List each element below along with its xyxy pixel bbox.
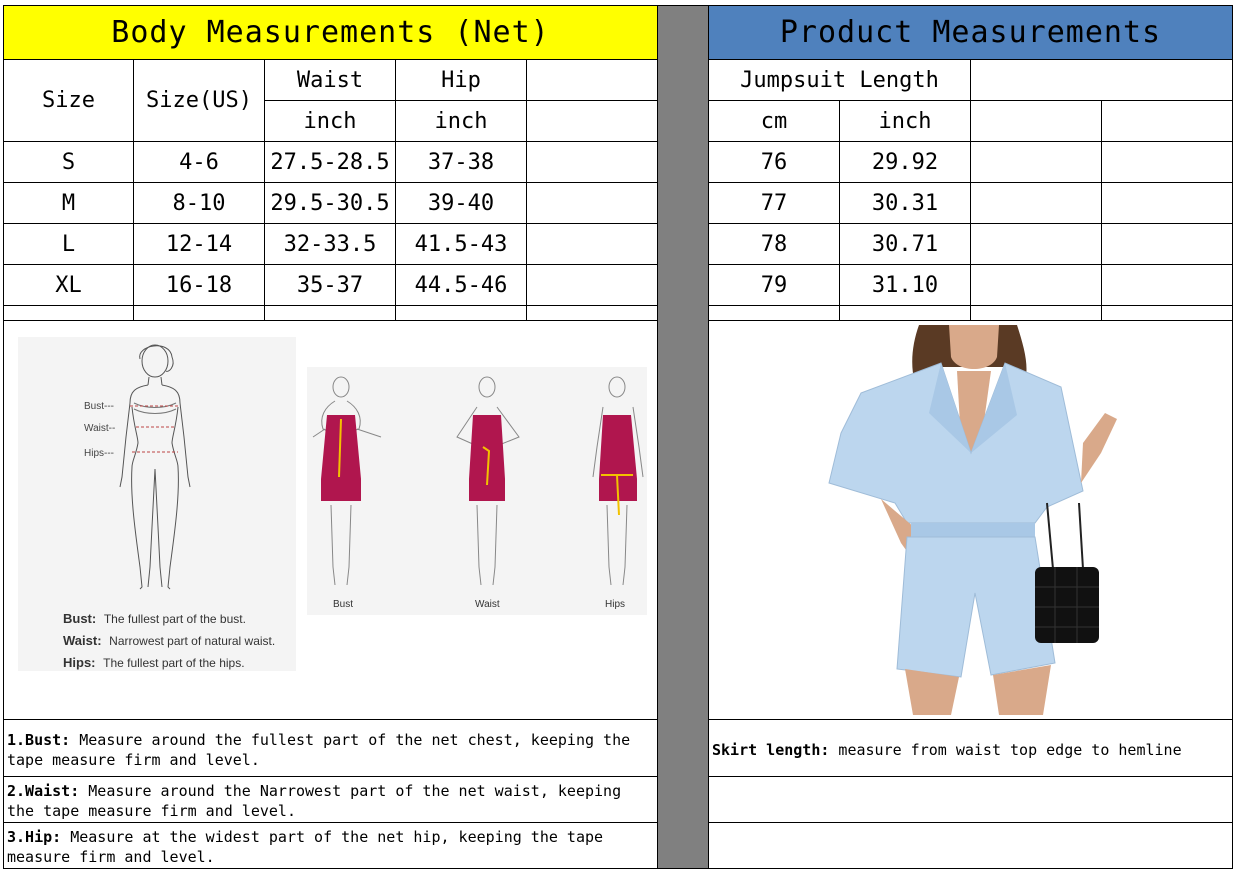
header-empty-2 — [526, 100, 658, 142]
cell-cm — [708, 182, 840, 224]
cell-hip-text: 44.5-46 — [414, 272, 508, 298]
cell-size-text: L — [61, 231, 76, 257]
hips-label: Hips--- — [84, 448, 114, 459]
waist-term: Waist: — [63, 633, 102, 648]
cell-empty — [526, 141, 658, 183]
spacer-cell — [3, 305, 134, 321]
dress-caption-bust: Bust — [333, 599, 354, 610]
cell-waist-text: 29.5-30.5 — [270, 190, 390, 216]
cell-hip — [395, 264, 527, 306]
cell-empty — [970, 182, 1102, 224]
cell-cm-text: 78 — [760, 231, 788, 257]
bust-def: The fullest part of the bust. — [103, 612, 246, 626]
header-size-us-label: Size(US) — [146, 88, 252, 113]
note-waist — [3, 776, 658, 823]
cell-size-us — [133, 223, 265, 265]
cell-size — [3, 141, 134, 183]
svg-text:Waist: Narrowest part of — [63, 633, 275, 648]
cell-empty — [970, 264, 1102, 306]
dress-caption-waist: Waist — [475, 599, 500, 610]
header-hip-label: Hip — [441, 67, 481, 93]
header-waist-unit — [264, 100, 396, 142]
cell-empty — [1101, 264, 1233, 306]
cell-size-text: XL — [55, 272, 82, 298]
cell-hip-text: 39-40 — [427, 190, 495, 216]
spacer-cell — [133, 305, 265, 321]
cell-size-us-text: 16-18 — [165, 272, 233, 298]
note-bust-text: Measure around the fullest part of the net chest, keeping the tape measure firm and level. — [7, 731, 631, 769]
cell-empty — [526, 264, 658, 306]
header-empty-1 — [526, 59, 658, 101]
cell-hip — [395, 223, 527, 265]
cell-empty — [526, 182, 658, 224]
note-hip — [3, 822, 658, 869]
header-hip-unit — [395, 100, 527, 142]
note-bust — [3, 719, 658, 777]
cell-inch — [839, 141, 971, 183]
cell-waist-text: 32-33.5 — [283, 231, 377, 257]
cell-inch-text: 29.92 — [871, 149, 939, 175]
body-outline-figure — [18, 337, 296, 671]
note-empty-2 — [708, 822, 1233, 869]
note-waist-term: 2.Waist: — [7, 782, 80, 800]
cell-empty — [970, 141, 1102, 183]
cell-size-us — [133, 182, 265, 224]
cell-cm-text: 76 — [760, 149, 788, 175]
spacer-cell — [526, 305, 658, 321]
waist-label: Waist-- — [84, 423, 116, 434]
product-photo — [821, 323, 1121, 715]
header-hip-unit-label: inch — [434, 108, 488, 134]
cell-empty — [526, 223, 658, 265]
header-waist — [264, 59, 396, 101]
spacer-cell — [264, 305, 396, 321]
header-waist-label: Waist — [296, 67, 364, 93]
cell-size — [3, 223, 134, 265]
header-hip — [395, 59, 527, 101]
cell-inch — [839, 182, 971, 224]
header-inch-label: inch — [878, 108, 932, 134]
cell-inch-text: 31.10 — [871, 272, 939, 298]
cell-size — [3, 264, 134, 306]
cell-size-text: S — [61, 149, 76, 175]
cell-empty — [1101, 141, 1233, 183]
cell-inch-text: 30.71 — [871, 231, 939, 257]
spacer-cell — [395, 305, 527, 321]
cell-hip — [395, 141, 527, 183]
bust-label: Bust--- — [84, 401, 114, 412]
product-photo-area — [708, 320, 1233, 720]
cell-waist — [264, 223, 396, 265]
cell-waist — [264, 264, 396, 306]
header-empty-p3 — [1101, 100, 1233, 142]
cell-inch — [839, 264, 971, 306]
cell-size-us-text: 8-10 — [172, 190, 226, 216]
note-skirt-length — [708, 719, 1233, 777]
column-separator — [658, 5, 709, 869]
cell-size-us-text: 4-6 — [179, 149, 219, 175]
hips-term: Hips: — [63, 655, 96, 670]
cell-waist-text: 27.5-28.5 — [270, 149, 390, 175]
spacer-cell — [970, 305, 1102, 321]
cell-size-us — [133, 141, 265, 183]
cell-cm-text: 77 — [760, 190, 788, 216]
bust-term: Bust: — [63, 611, 97, 626]
header-empty-p1 — [970, 59, 1233, 101]
cell-empty — [970, 223, 1102, 265]
svg-text:Hips: The fullest part o — [63, 655, 245, 670]
spacer-cell — [839, 305, 971, 321]
cell-hip-text: 37-38 — [427, 149, 495, 175]
header-cm — [708, 100, 840, 142]
cell-size-us-text: 12-14 — [165, 231, 233, 257]
cell-cm — [708, 223, 840, 265]
note-bust-term: 1.Bust: — [7, 731, 71, 749]
note-skirt-length-term: Skirt length: — [712, 741, 830, 759]
body-measurements-title — [3, 5, 658, 60]
header-jumpsuit-length-label: Jumpsuit Length — [740, 67, 939, 93]
cell-size-text: M — [61, 190, 76, 216]
cell-empty — [1101, 182, 1233, 224]
cell-waist-text: 35-37 — [296, 272, 364, 298]
header-jumpsuit-length — [708, 59, 971, 101]
cell-cm — [708, 264, 840, 306]
cell-waist — [264, 182, 396, 224]
cell-waist — [264, 141, 396, 183]
cell-hip-text: 41.5-43 — [414, 231, 508, 257]
waist-def: Narrowest part of natural waist. — [109, 634, 276, 648]
header-size — [3, 59, 134, 142]
cell-cm — [708, 141, 840, 183]
note-hip-text: Measure at the widest part of the net hip, keeping the tape measure firm and level. — [7, 828, 604, 866]
product-measurements-title — [708, 5, 1233, 60]
header-size-us — [133, 59, 265, 142]
note-waist-text: Measure around the Narrowest part of the net waist, keeping the tape measure firm and level. — [7, 782, 622, 820]
cell-cm-text: 79 — [760, 272, 788, 298]
header-empty-p2 — [970, 100, 1102, 142]
svg-text:Bust: The fullest part o — [63, 611, 246, 626]
cell-size — [3, 182, 134, 224]
cell-hip — [395, 182, 527, 224]
body-figures-area — [3, 320, 658, 720]
header-cm-label: cm — [760, 108, 788, 134]
note-skirt-length-text: measure from waist top edge to hemline — [829, 741, 1182, 759]
dress-measure-figure — [307, 367, 647, 615]
note-empty-1 — [708, 776, 1233, 823]
cell-size-us — [133, 264, 265, 306]
header-inch — [839, 100, 971, 142]
spacer-cell — [1101, 305, 1233, 321]
header-waist-unit-label: inch — [303, 108, 357, 134]
spacer-cell — [708, 305, 840, 321]
hips-def: The fullest part of the hips. — [103, 656, 245, 670]
cell-inch — [839, 223, 971, 265]
cell-empty — [1101, 223, 1233, 265]
product-measurements-title-text: Product Measurements — [779, 15, 1162, 50]
dress-caption-hips: Hips — [605, 599, 626, 610]
cell-inch-text: 30.31 — [871, 190, 939, 216]
body-measurements-title-text: Body Measurements (Net) — [111, 15, 550, 50]
note-hip-term: 3.Hip: — [7, 828, 62, 846]
header-size-label: Size — [42, 88, 95, 113]
